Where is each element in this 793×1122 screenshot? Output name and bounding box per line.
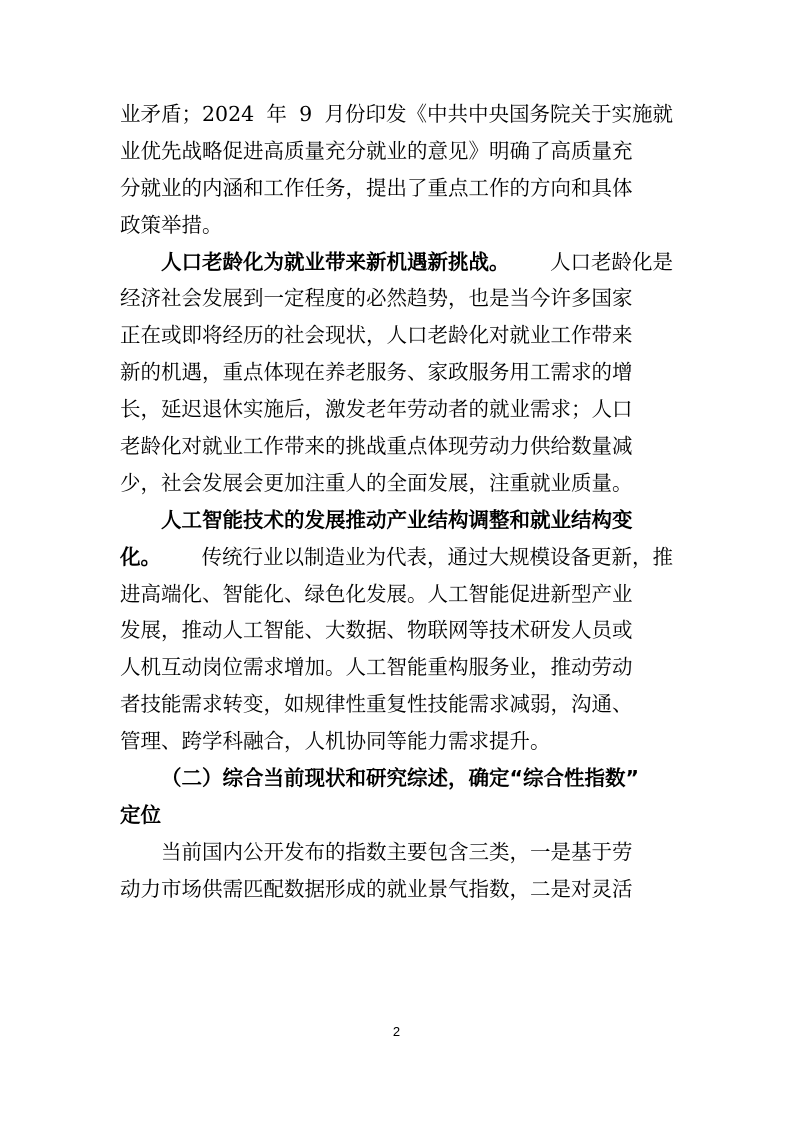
text-segment: 动力市场供需匹配数据形成的就业景气指数，二是对灵活 [120, 876, 633, 901]
paragraph-heading: 人工智能技术的发展推动产业结构调整和就业结构变 [161, 507, 633, 532]
paragraph-line [120, 502, 673, 539]
text-segment: 分就业的内涵和工作任务，提出了重点工作的方向和具体 [120, 175, 633, 200]
page-number: 2 [392, 1024, 401, 1039]
section-heading-line [120, 797, 673, 834]
paragraph-line [120, 465, 673, 502]
text-segment: 年 [266, 102, 287, 126]
paragraph-line [120, 244, 673, 281]
paragraph-line [120, 539, 673, 576]
document-body [120, 96, 673, 908]
paragraph-line [120, 96, 673, 133]
text-segment: 经济社会发展到一定程度的必然趋势，也是当今许多国家 [120, 286, 633, 311]
text-segment: 正在或即将经历的社会现状，人口老龄化对就业工作带来 [120, 323, 633, 348]
text-segment: 管理、跨学科融合，人机协同等能力需求提升。 [120, 729, 551, 754]
text-segment: 进高端化、智能化、绿色化发展。人工智能促进新型产业 [120, 581, 633, 606]
paragraph-line [120, 391, 673, 428]
text-segment: 人口老龄化是 [550, 249, 673, 274]
paragraph-line [120, 686, 673, 723]
paragraph-line [120, 649, 673, 686]
text-segment: 发展，推动人工智能、大数据、物联网等技术研发人员或 [120, 618, 633, 643]
paragraph-line [120, 280, 673, 317]
paragraph-line [120, 428, 673, 465]
text-segment: 传统行业以制造业为代表，通过大规模设备更新，推 [201, 544, 673, 569]
paragraph-heading: 人口老龄化为就业带来新机遇新挑战。 [161, 249, 510, 274]
text-segment: 老龄化对就业工作带来的挑战重点体现劳动力供给数量减 [120, 434, 633, 459]
text-segment: 政策举措。 [120, 212, 223, 237]
paragraph-line [120, 170, 673, 207]
paragraph-line [120, 207, 673, 244]
text-segment: 者技能需求转变，如规律性重复性技能需求减弱，沟通、 [120, 692, 633, 717]
text-segment: 人机互动岗位需求增加。人工智能重构服务业，推动劳动 [120, 655, 633, 680]
text-segment: 长，延迟退休实施后，激发老年劳动者的就业需求；人口 [120, 397, 633, 422]
text-segment: 当前国内公开发布的指数主要包含三类，一是基于劳 [161, 839, 633, 864]
paragraph-line [120, 723, 673, 760]
text-segment: 新的机遇，重点体现在养老服务、家政服务用工需求的增 [120, 360, 633, 385]
paragraph-line [120, 871, 673, 908]
text-segment: 业优先战略促进高质量充分就业的意见》明确了高质量充 [120, 138, 633, 163]
paragraph-line [120, 612, 673, 649]
paragraph-line [120, 834, 673, 871]
text-segment: 月份印发《中共中央国务院关于实施就 [324, 102, 673, 126]
text-segment: 少，社会发展会更加注重人的全面发展，注重就业质量。 [120, 470, 633, 495]
section-heading: （二）综合当前现状和研究综述，确定“综合性指数” [161, 766, 639, 791]
text-segment: 业矛盾；2024 [120, 102, 255, 126]
paragraph-line [120, 317, 673, 354]
paragraph-heading: 化。 [120, 544, 161, 569]
section-heading: 定位 [120, 802, 161, 827]
paragraph-line [120, 576, 673, 613]
paragraph-line [120, 133, 673, 170]
text-segment: 9 [299, 102, 313, 126]
paragraph-line [120, 354, 673, 391]
section-heading-line [120, 760, 673, 797]
